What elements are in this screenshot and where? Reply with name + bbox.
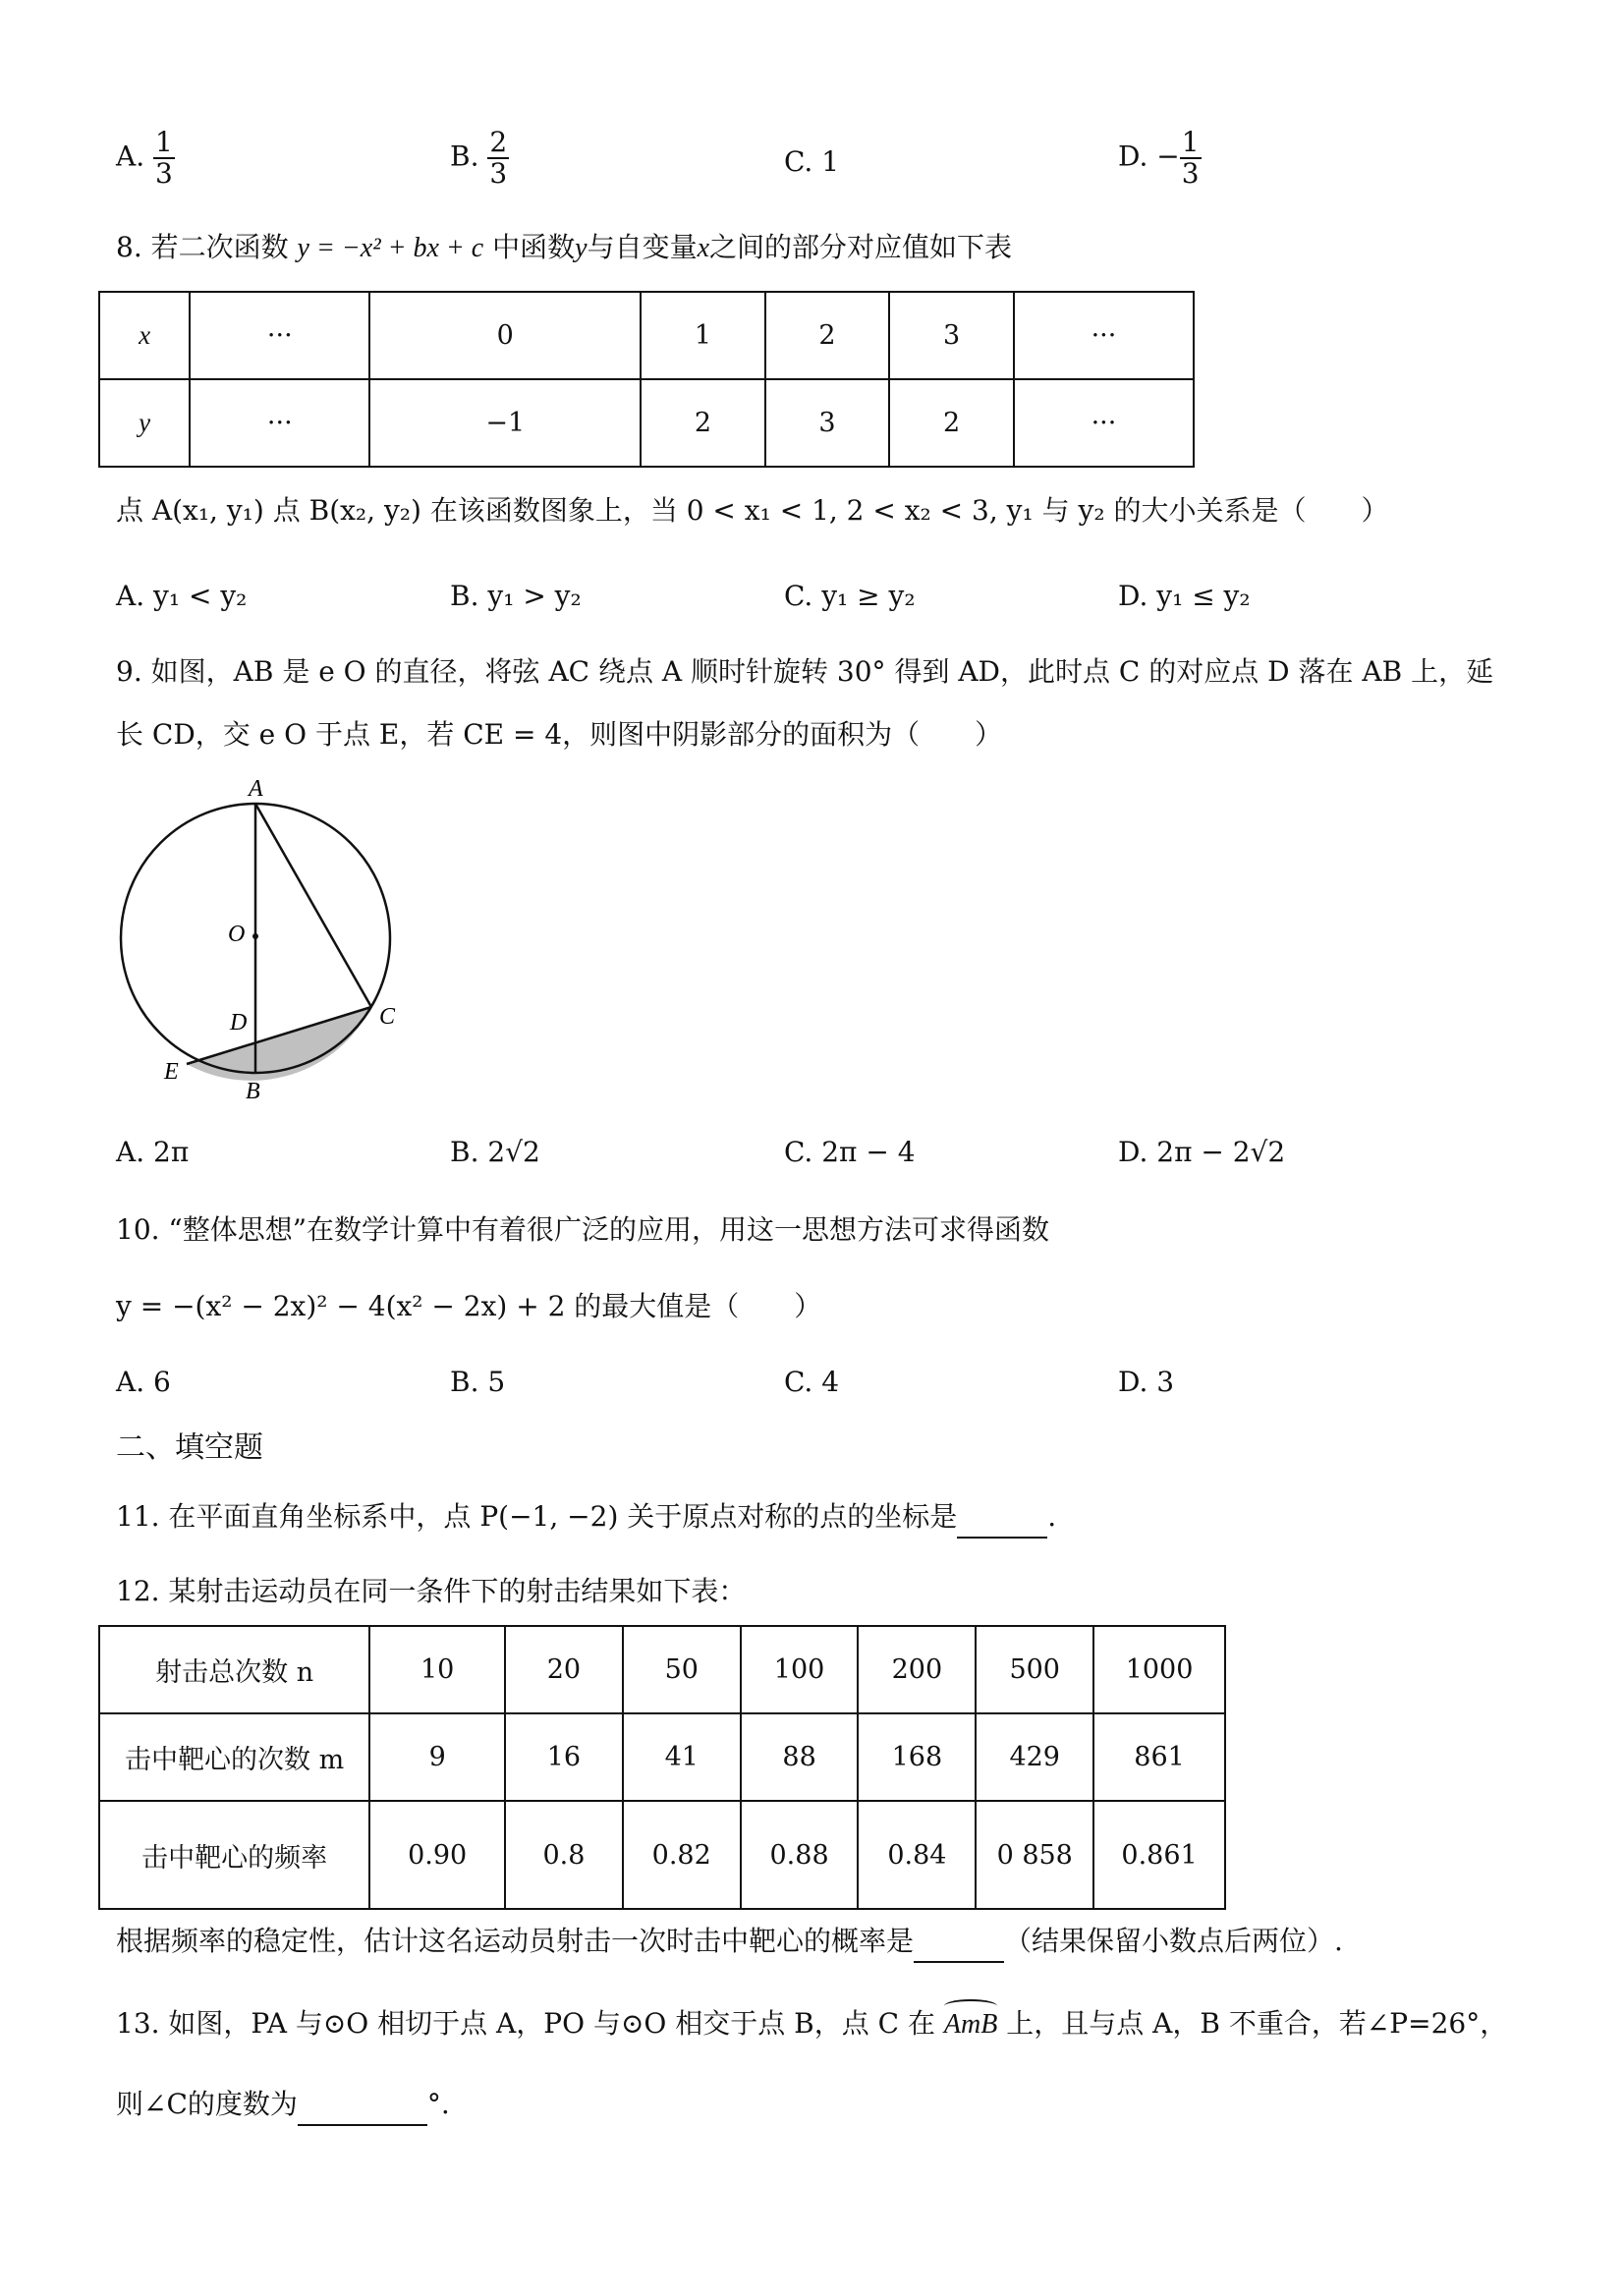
- table-cell: 88: [741, 1713, 859, 1801]
- q7-d-fraction: $\frac{1}{3}$: [1181, 126, 1200, 190]
- table-cell: ···: [190, 292, 369, 379]
- q13-answer-blank: [298, 2085, 427, 2126]
- table-cell: 0.861: [1093, 1801, 1225, 1909]
- table-cell: 2: [889, 379, 1014, 467]
- q9-line1: 9. 如图，AB 是 e O 的直径，将弦 AC 绕点 A 顺时针旋转 30° 得到 AD，此时点 C 的对应点 D 落在 AB 上，延: [116, 655, 1494, 688]
- q7-option-d: D. − $\frac{1}{3}$: [1118, 126, 1200, 190]
- table-row: [99, 379, 1194, 467]
- table-cell: 50: [623, 1626, 741, 1713]
- q9-option-a: A. 2π: [116, 1136, 190, 1168]
- label-d: D: [230, 1010, 248, 1036]
- table-cell: 200: [858, 1626, 976, 1713]
- table-cell: −1: [369, 379, 641, 467]
- q9-line2: 长 CD，交 e O 于点 E，若 CE = 4，则图中阴影部分的面积为（ ）: [116, 718, 1003, 751]
- center-point: [252, 933, 258, 939]
- q9-option-b: B. 2√2: [450, 1136, 540, 1168]
- table-cell: 0: [369, 292, 641, 379]
- q8-option-c: C. y₁ ≥ y₂: [784, 580, 916, 612]
- label-c: C: [379, 1004, 396, 1030]
- q8-question: 8. 若二次函数 y = −x² + bx + c 中函数y与自变量x之间的部分对应值如下表: [116, 231, 1013, 263]
- q11-answer-blank: [957, 1497, 1047, 1539]
- label-a: A: [249, 776, 263, 802]
- q9-option-c: C. 2π − 4: [784, 1136, 916, 1168]
- label-o: O: [228, 922, 246, 947]
- table-cell: ···: [1014, 292, 1194, 379]
- q8-option-d: D. y₁ ≤ y₂: [1118, 580, 1251, 612]
- q10-line1: 10. “整体思想”在数学计算中有着很广泛的应用，用这一思想方法可求得函数: [116, 1213, 1050, 1246]
- table-cell: 0.8: [505, 1801, 623, 1909]
- q12-followup: 根据频率的稳定性，估计这名运动员射击一次时击中靶心的概率是 （结果保留小数点后两位）.: [116, 1922, 1343, 1963]
- q7-b-fraction: $\frac{2}{3}$: [489, 126, 508, 190]
- table-cell: 861: [1093, 1713, 1225, 1801]
- table-cell: 1000: [1093, 1626, 1225, 1713]
- table-row: [99, 1713, 1225, 1801]
- table-cell: 9: [369, 1713, 505, 1801]
- table-cell: 16: [505, 1713, 623, 1801]
- table-cell: 0.88: [741, 1801, 859, 1909]
- table-cell: y: [99, 379, 190, 467]
- table-cell: 3: [765, 379, 890, 467]
- table-cell: 429: [976, 1713, 1093, 1801]
- table-cell: 射击总次数 n: [99, 1626, 369, 1713]
- table-cell: x: [99, 292, 190, 379]
- q12-question: 12. 某射击运动员在同一条件下的射击结果如下表：: [116, 1575, 747, 1607]
- q9-option-d: D. 2π − 2√2: [1118, 1136, 1286, 1168]
- q7-a-fraction: $\frac{1}{3}$: [155, 126, 173, 190]
- q10-option-a: A. 6: [116, 1366, 171, 1398]
- table-cell: 10: [369, 1626, 505, 1713]
- q12-results-table: [98, 1625, 1226, 1910]
- q7-option-c: C. 1: [784, 145, 840, 178]
- q13-line1: 13. 如图，PA 与⊙O 相切于点 A，PO 与⊙O 相交于点 B，点 C 在 AmB 上，且与点 A，B 不重合，若∠P=26°，: [116, 2004, 1507, 2044]
- table-row: [99, 1626, 1225, 1713]
- q9-circle-figure: [108, 766, 422, 1110]
- table-cell: 0 858: [976, 1801, 1093, 1909]
- label-e: E: [164, 1059, 179, 1085]
- chord-ac: [255, 804, 371, 1007]
- table-cell: 20: [505, 1626, 623, 1713]
- table-row: [99, 1801, 1225, 1909]
- q8-stem: 点 A(x₁, y₁) 点 B(x₂, y₂) 在该函数图象上，当 0 < x₁ < 1, 2 < x₂ < 3, y₁ 与 y₂ 的大小关系是（ ）: [116, 494, 1389, 527]
- q11-question: 11. 在平面直角坐标系中，点 P(−1, −2) 关于原点对称的点的坐标是 .: [116, 1497, 1056, 1539]
- table-cell: 击中靶心的次数 m: [99, 1713, 369, 1801]
- label-b: B: [246, 1079, 260, 1104]
- table-cell: 100: [741, 1626, 859, 1713]
- table-cell: 0.84: [858, 1801, 976, 1909]
- table-cell: ···: [190, 379, 369, 467]
- table-cell: 击中靶心的频率: [99, 1801, 369, 1909]
- q7-option-b: B. $\frac{2}{3}$: [450, 126, 508, 190]
- table-cell: 2: [641, 379, 765, 467]
- table-cell: 500: [976, 1626, 1093, 1713]
- q8-option-a: A. y₁ < y₂: [116, 580, 248, 612]
- table-cell: 41: [623, 1713, 741, 1801]
- table-cell: ···: [1014, 379, 1194, 467]
- table-cell: 0.90: [369, 1801, 505, 1909]
- table-cell: 0.82: [623, 1801, 741, 1909]
- q12-answer-blank: [914, 1922, 1004, 1963]
- table-cell: 168: [858, 1713, 976, 1801]
- q10-option-c: C. 4: [784, 1366, 840, 1398]
- q10-line2: y = −(x² − 2x)² − 4(x² − 2x) + 2 的最大值是（ ）: [116, 1290, 822, 1322]
- table-cell: 2: [765, 292, 890, 379]
- q10-option-d: D. 3: [1118, 1366, 1175, 1398]
- q8-value-table: [98, 291, 1195, 468]
- section-title-fill-in: 二、填空题: [116, 1430, 263, 1465]
- q8-option-b: B. y₁ > y₂: [450, 580, 582, 612]
- table-cell: 3: [889, 292, 1014, 379]
- q7-option-a: A. $\frac{1}{3}$: [116, 126, 173, 190]
- q10-option-b: B. 5: [450, 1366, 506, 1398]
- table-row: [99, 292, 1194, 379]
- q13-arc-amb: AmB: [944, 2005, 997, 2044]
- table-cell: 1: [641, 292, 765, 379]
- arc-mark: [944, 1999, 997, 2013]
- q13-line2: 则∠C的度数为 °.: [116, 2085, 450, 2126]
